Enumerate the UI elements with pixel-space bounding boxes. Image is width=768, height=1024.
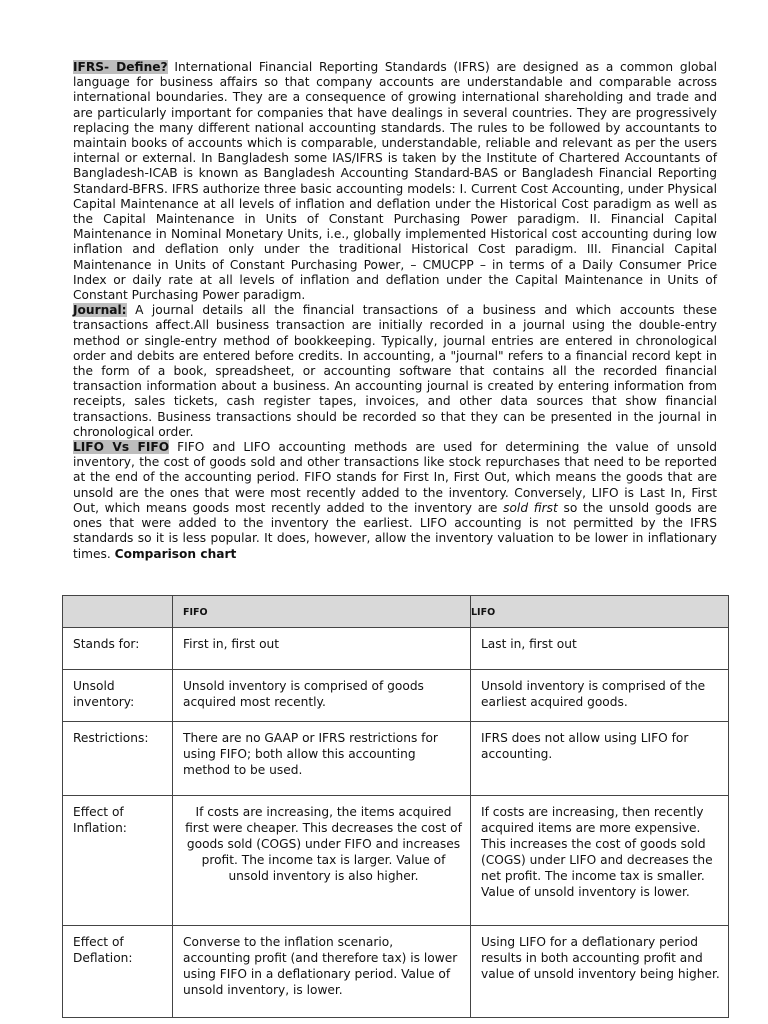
row-fifo: Unsold inventory is comprised of goods acquired most recently. — [173, 670, 471, 722]
header-fifo: FIFO — [173, 596, 471, 628]
ifrs-heading: IFRS- Define? — [73, 60, 168, 74]
row-label: Effect of Deflation: — [63, 926, 173, 1018]
journal-paragraph — [73, 303, 717, 440]
ifrs-text: International Financial Reporting Standards (IFRS) are designed as a common global language for business affairs so that company accounts are understandable and comparable across international boundaries. They are a consequence of growing international shareholding and trade and are particularly important for companies that have dealings in several countries. They are progressively replacing the many different national accounting standards. The rules to be followed by accountants to maintain books of accounts which is comparable, understandable, reliable and relevant as per the users internal or external. In Bangladesh some IAS/IFRS is taken by the Institute of Chartered Accountants of Bangladesh-ICAB is known as Bangladesh Accounting Standard-BAS or Bangladesh Financial Reporting Standard-BFRS. IFRS authorize three basic accounting models: I. Current Cost Accounting, under Physical Capital Maintenance at all levels of inflation and deflation under the Historical Cost paradigm as well as the Capital Maintenance in Units of Constant Purchasing Power paradigm. II. Financial Capital Maintenance in Nominal Monetary Units, i.e., globally implemented Historical cost accounting during low inflation and deflation only under the traditional Historical Cost paradigm. III. Financial Capital Maintenance in Units of Constant Purchasing Power, – CMUCPP – in terms of a Daily Consumer Price Index or daily rate at all levels of inflation and deflation under the Capital Maintenance in Units of Constant Purchasing Power paradigm. — [73, 60, 717, 303]
row-fifo: If costs are increasing, the items acquired first were cheaper. This decreases the cost of goods sold (COGS) under FIFO and increases profit. The income tax is larger. Value of unsold inventory is also higher. — [173, 796, 471, 926]
table-row — [63, 722, 729, 796]
table-row — [63, 628, 729, 670]
lifo-emphasis: sold first — [503, 500, 558, 515]
ifrs-paragraph — [73, 60, 717, 303]
table-header-row — [63, 596, 729, 628]
row-fifo: There are no GAAP or IFRS restrictions for using FIFO; both allow this accounting method to be used. — [173, 722, 471, 796]
document-body — [73, 60, 717, 562]
row-lifo: IFRS does not allow using LIFO for accounting. — [471, 722, 729, 796]
row-fifo: First in, first out — [173, 628, 471, 670]
table-row — [63, 926, 729, 1018]
row-label: Stands for: — [63, 628, 173, 670]
comparison-chart-label: Comparison chart — [114, 546, 237, 561]
row-label: Unsold inventory: — [63, 670, 173, 722]
lifo-text-before: FIFO and LIFO accounting methods are used for determining the value of unsold inventory, the cost of goods sold and other transactions like stock repurchases that need to be reported at the end of the accounting period. FIFO stands for First In, First Out, which means the goods that are unsold are the ones that were most recently added to the inventory. Conversely, LIFO is Last In, First Out, which means goods most recently added to the inventory are — [73, 440, 717, 515]
comparison-table — [62, 595, 729, 1018]
journal-text: A journal details all the financial transactions of a business and which accounts these transactions affect.All business transaction are initially recorded in a journal using the double-entry method or single-entry method of bookkeeping. Typically, journal entries are entered in chronological order and debits are entered before credits. In accounting, a "journal" refers to a financial record kept in the form of a book, spreadsheet, or accounting software that contains all the recorded financial transaction information about a business. An accounting journal is created by entering information from receipts, sales tickets, cash register tapes, invoices, and other data sources that show financial transactions. Business transactions should be recorded so that they can be presented in the journal in chronological order. — [73, 303, 717, 439]
lifo-paragraph — [73, 440, 717, 562]
table-row — [63, 670, 729, 722]
journal-heading: Journal: — [73, 303, 127, 318]
row-lifo: Last in, first out — [471, 628, 729, 670]
row-lifo: If costs are increasing, then recently acquired items are more expensive. This increases the cost of goods sold (COGS) under LIFO and decreases the net profit. The income tax is smaller. Value of unsold inventory is lower. — [471, 796, 729, 926]
header-empty — [63, 596, 173, 628]
header-lifo: LIFO — [471, 596, 729, 628]
table-row — [63, 796, 729, 926]
row-lifo: Using LIFO for a deflationary period results in both accounting profit and value of unsold inventory being higher. — [471, 926, 729, 1018]
row-lifo: Unsold inventory is comprised of the earliest acquired goods. — [471, 670, 729, 722]
lifo-heading: LIFO Vs FIFO — [73, 440, 170, 455]
row-fifo: Converse to the inflation scenario, accounting profit (and therefore tax) is lower using FIFO in a deflationary period. Value of unsold inventory, is lower. — [173, 926, 471, 1018]
lifo-text-after: so the unsold goods are ones that were added to the inventory the earliest. LIFO accounting is not permitted by the IFRS standards so it is less popular. It does, however, allow the inventory valuation to be lower in inflationary times. — [73, 500, 718, 561]
row-label: Restrictions: — [63, 722, 173, 796]
row-label: Effect of Inflation: — [63, 796, 173, 926]
